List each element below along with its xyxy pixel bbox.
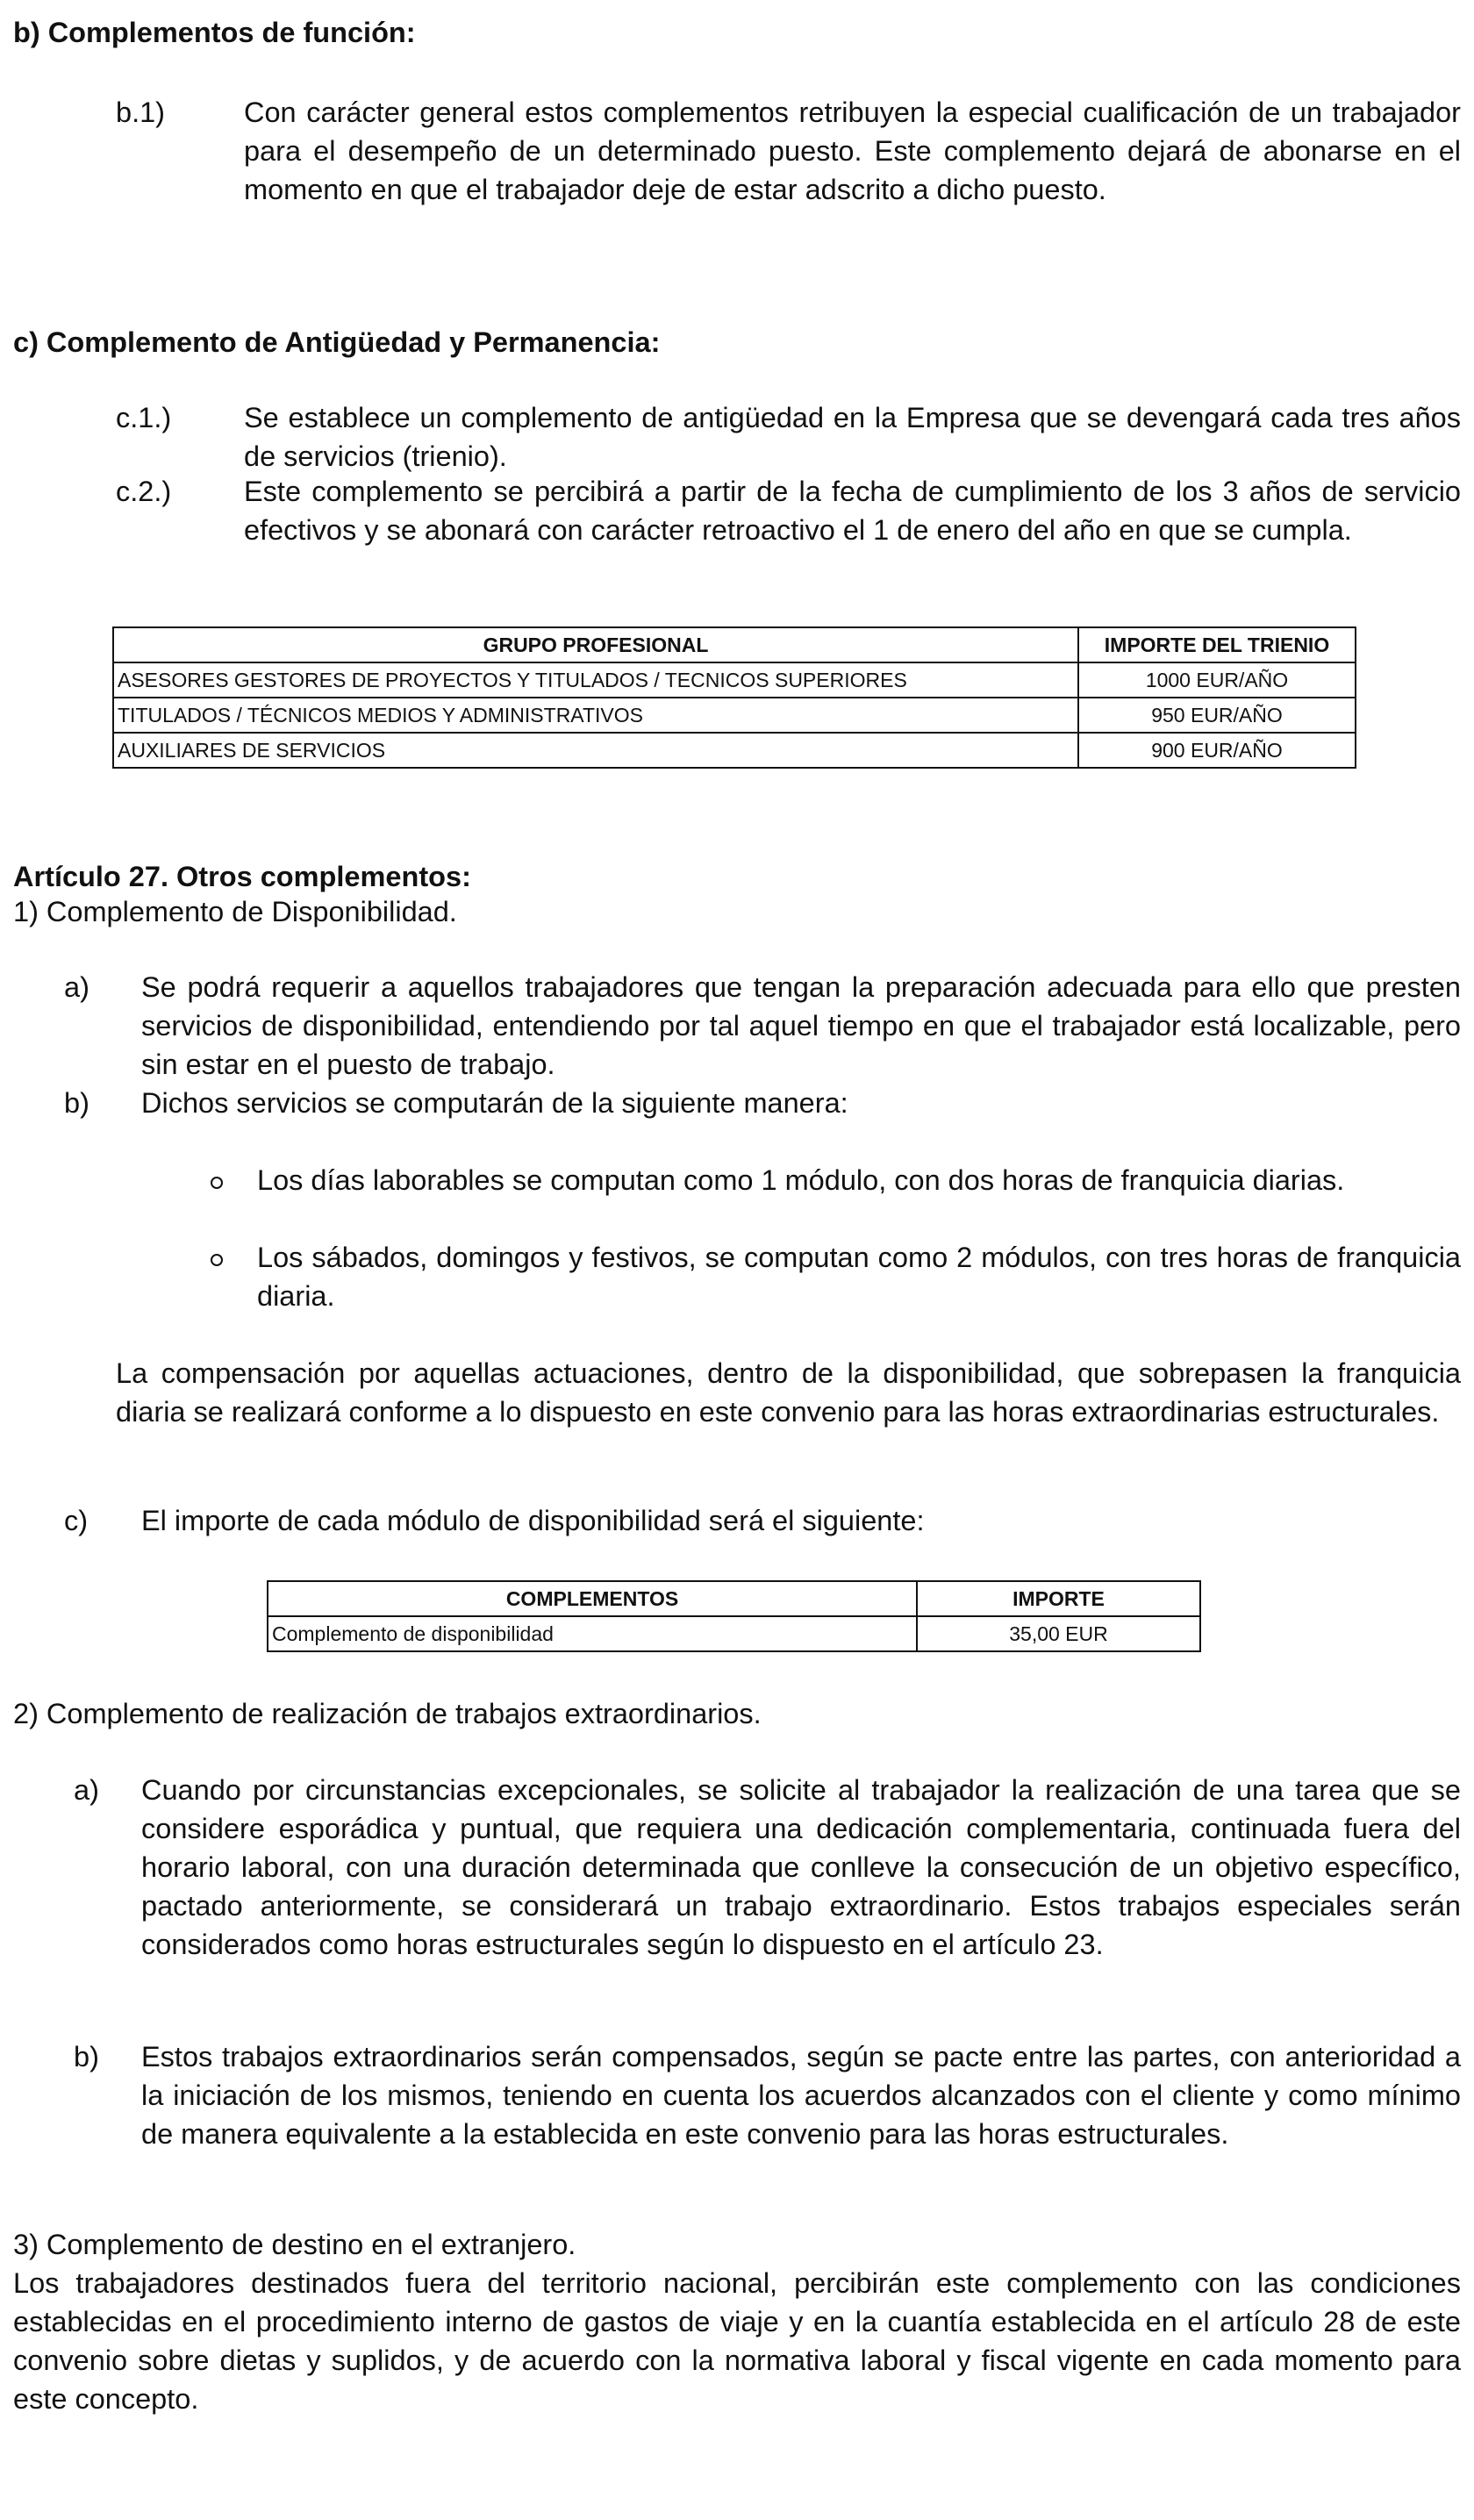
s2b-label: b) (74, 2041, 99, 2073)
b1-label: b.1) (116, 97, 166, 128)
cell-grupo: ASESORES GESTORES DE PROYECTOS Y TITULADOS / TECNICOS SUPERIORES (113, 662, 1078, 698)
modulo-table (267, 1580, 1201, 1652)
header-importe: IMPORTE (917, 1581, 1200, 1616)
header-grupo: GRUPO PROFESIONAL (113, 627, 1078, 662)
s1a-label: a) (64, 971, 89, 1003)
cell-importe: 1000 EUR/AÑO (1078, 662, 1356, 698)
header-complementos: COMPLEMENTOS (268, 1581, 917, 1616)
table-header-row (268, 1581, 1200, 1616)
cell-importe: 900 EUR/AÑO (1078, 733, 1356, 768)
table-row (113, 662, 1356, 698)
section-b-heading: b) Complementos de función: (13, 17, 416, 48)
c1-label: c.1.) (116, 402, 172, 433)
c2-label: c.2.) (116, 476, 172, 507)
compensacion-paragraph: La compensación por aquellas actuaciones, dentro de la disponibilidad, que sobrepasen la franquicia diaria se realizará conforme a lo dispuesto en este convenio para las horas extraordinarias estructurales. (116, 1357, 1461, 1428)
s2a-label: a) (74, 1774, 99, 1806)
b1-text: Con carácter general estos complementos retribuyen la especial cualificación de un trabajador para el desempeño de un determinado puesto. Este complemento dejará de abonarse en el momento en que el trabajador deje de estar adscrito a dicho puesto. (244, 97, 1461, 205)
s1b-text: Dichos servicios se computarán de la siguiente manera: (141, 1087, 848, 1119)
s2a-text: Cuando por circunstancias excepcionales, se solicite al trabajador la realización de una tarea que se considere esporádica y puntual, que requiera una dedicación complementaria, continuada fuera del horario laboral, con una duración determinada que conlleve la consecución de un objetivo específico, pactado anteriormente, se considerará un trabajo extraordinario. Estos trabajos especiales serán considerados como horas estructurales según lo dispuesto en el artículo 23. (141, 1774, 1461, 1960)
s1c-text: El importe de cada módulo de disponibilidad será el siguiente: (141, 1505, 925, 1536)
cell-complemento: Complemento de disponibilidad (268, 1616, 917, 1651)
table-row (113, 733, 1356, 768)
cell-importe: 35,00 EUR (917, 1616, 1200, 1651)
cell-importe: 950 EUR/AÑO (1078, 698, 1356, 733)
section-c-heading: c) Complemento de Antigüedad y Permanencia: (13, 326, 661, 358)
section-1-title: 1) Complemento de Disponibilidad. (13, 896, 457, 927)
section-3-title: 3) Complemento de destino en el extranjero. (13, 2229, 576, 2260)
table-header-row (113, 627, 1356, 662)
section-2-title: 2) Complemento de realización de trabajos extraordinarios. (13, 1698, 762, 1729)
section-3-text: Los trabajadores destinados fuera del territorio nacional, percibirán este complemento con las condiciones establecidas en el procedimiento interno de gastos de viaje y en la cuantía establecida en el artículo 28 de este convenio sobre dietas y suplidos, y de acuerdo con la normativa laboral y fiscal vigente en cada momento para este concepto. (13, 2267, 1461, 2415)
table-row (113, 698, 1356, 733)
bullet-item: Los sábados, domingos y festivos, se computan como 2 módulos, con tres horas de franquicia diaria. (257, 1242, 1461, 1312)
bullet-item: Los días laborables se computan como 1 módulo, con dos horas de franquicia diarias. (257, 1164, 1345, 1196)
table-row (268, 1616, 1200, 1651)
s2b-text: Estos trabajos extraordinarios serán compensados, según se pacte entre las partes, con anterioridad a la iniciación de los mismos, teniendo en cuenta los acuerdos alcanzados con el cliente y como mínimo de manera equivalente a la establecida en este convenio para las horas estructurales. (141, 2041, 1461, 2150)
header-importe: IMPORTE DEL TRIENIO (1078, 627, 1356, 662)
s1c-label: c) (64, 1505, 89, 1536)
article-27-heading: Artículo 27. Otros complementos: (13, 861, 471, 892)
cell-grupo: AUXILIARES DE SERVICIOS (113, 733, 1078, 768)
c2-text: Este complemento se percibirá a partir de la fecha de cumplimiento de los 3 años de servicio efectivos y se abonará con carácter retroactivo el 1 de enero del año en que se cumpla. (244, 476, 1461, 546)
s1b-label: b) (64, 1087, 89, 1119)
bullet-circle-icon (211, 1177, 223, 1189)
c1-text: Se establece un complemento de antigüedad en la Empresa que se devengará cada tres años de servicios (trienio). (244, 402, 1461, 472)
cell-grupo: TITULADOS / TÉCNICOS MEDIOS Y ADMINISTRATIVOS (113, 698, 1078, 733)
trienio-table (112, 626, 1356, 769)
bullet-circle-icon (211, 1254, 223, 1266)
s1a-text: Se podrá requerir a aquellos trabajadores que tengan la preparación adecuada para ello que presten servicios de disponibilidad, entendiendo por tal aquel tiempo en que el trabajador está localizable, pero sin estar en el puesto de trabajo. (141, 971, 1461, 1080)
